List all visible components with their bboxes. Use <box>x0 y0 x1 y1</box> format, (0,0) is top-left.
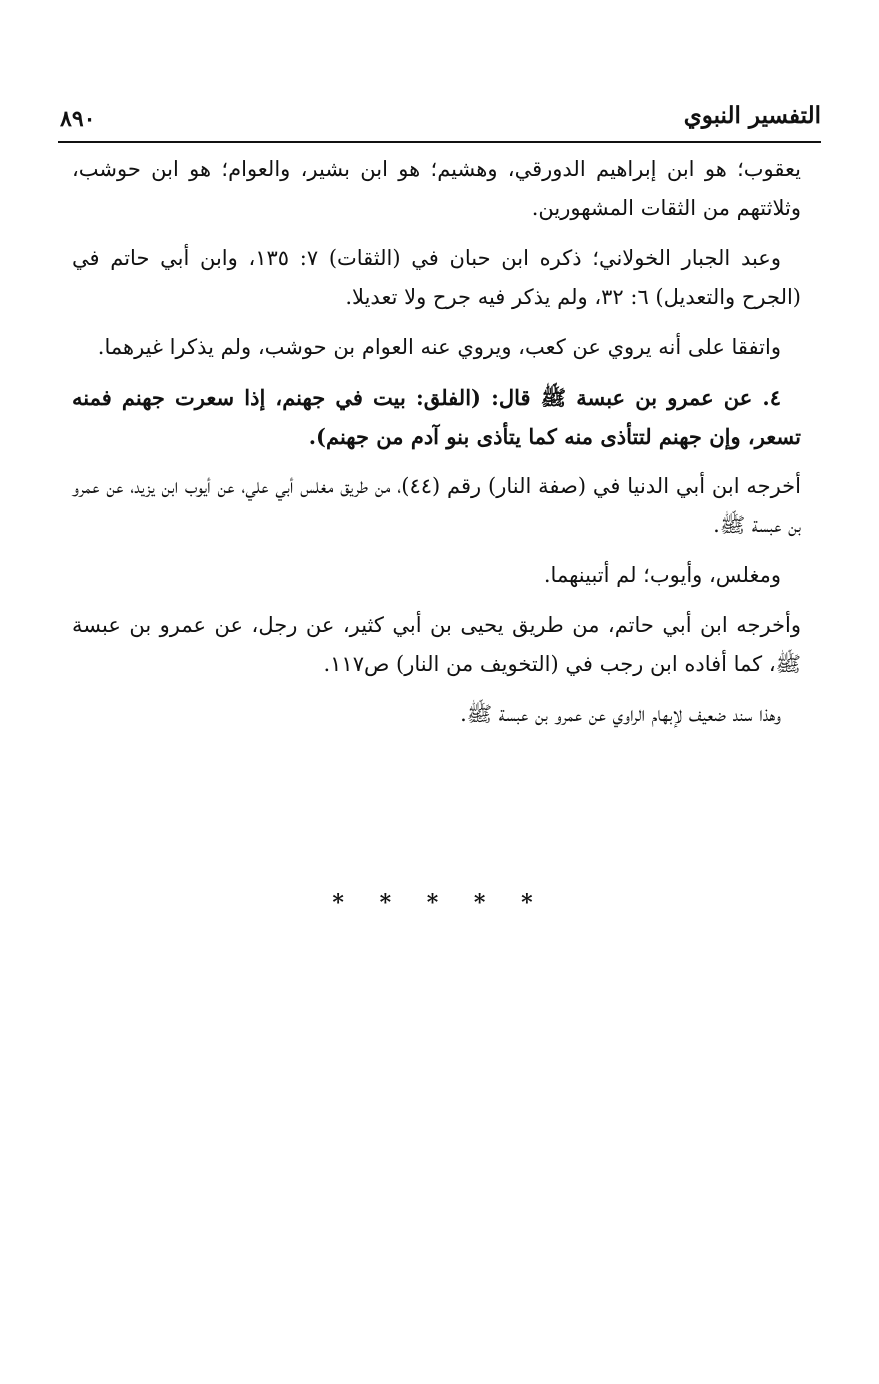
header-rule <box>58 141 821 143</box>
running-title: التفسير النبوي <box>683 102 821 129</box>
paragraph-weak-chain: وهذا سند ضعيف لإبهام الراوي عن عمرو بن عبسة ﷺ. <box>460 702 781 726</box>
page-body <box>72 150 801 745</box>
paragraph-mughallis: ومغلس، وأيوب؛ لم أتبينهما. <box>543 563 781 587</box>
paragraph-ibn-abi-hatim: وأخرجه ابن أبي حاتم، من طريق يحيى بن أبي كثير، عن رجل، عن عمرو بن عبسة ﷺ، كما أفاده ابن رجب في (التخويف من النار) ص١١٧. <box>72 613 801 676</box>
paragraph-agreement: واتفقا على أنه يروي عن كعب، ويروي عنه العوام بن حوشب، ولم يذكرا غيرهما. <box>97 335 781 359</box>
page-header <box>60 100 821 140</box>
page-number: ٨٩٠ <box>60 106 96 132</box>
paragraph-abd-al-jabbar: وعبد الجبار الخولاني؛ ذكره ابن حبان في (الثقات) ٧: ١٣٥، وابن أبي حاتم في (الجرح والتعديل) ٦: ٣٢، ولم يذكر فيه جرح ولا تعديلا. <box>72 246 801 309</box>
hadith-4: ٤. عن عمرو بن عبسة ﷺ قال: (الفلق: بيت في جهنم، إذا سعرت جهنم فمنه تسعر، وإن جهنم لتتأذى منه كما يتأذى بنو آدم من جهنم). <box>72 385 801 449</box>
paragraph-narrators: يعقوب؛ هو ابن إبراهيم الدورقي، وهشيم؛ هو ابن بشير، والعوام؛ هو ابن حوشب، وثلاثتهم من الثقات المشهورين. <box>72 157 801 220</box>
section-separator: * * * * * <box>332 890 547 916</box>
paragraph-ibn-abi-al-dunya: أخرجه ابن أبي الدنيا في (صفة النار) رقم (٤٤)، من طريق مغلس أبي علي، عن أيوب ابن يزيد، عن عمرو بن عبسة ﷺ. <box>72 474 801 537</box>
